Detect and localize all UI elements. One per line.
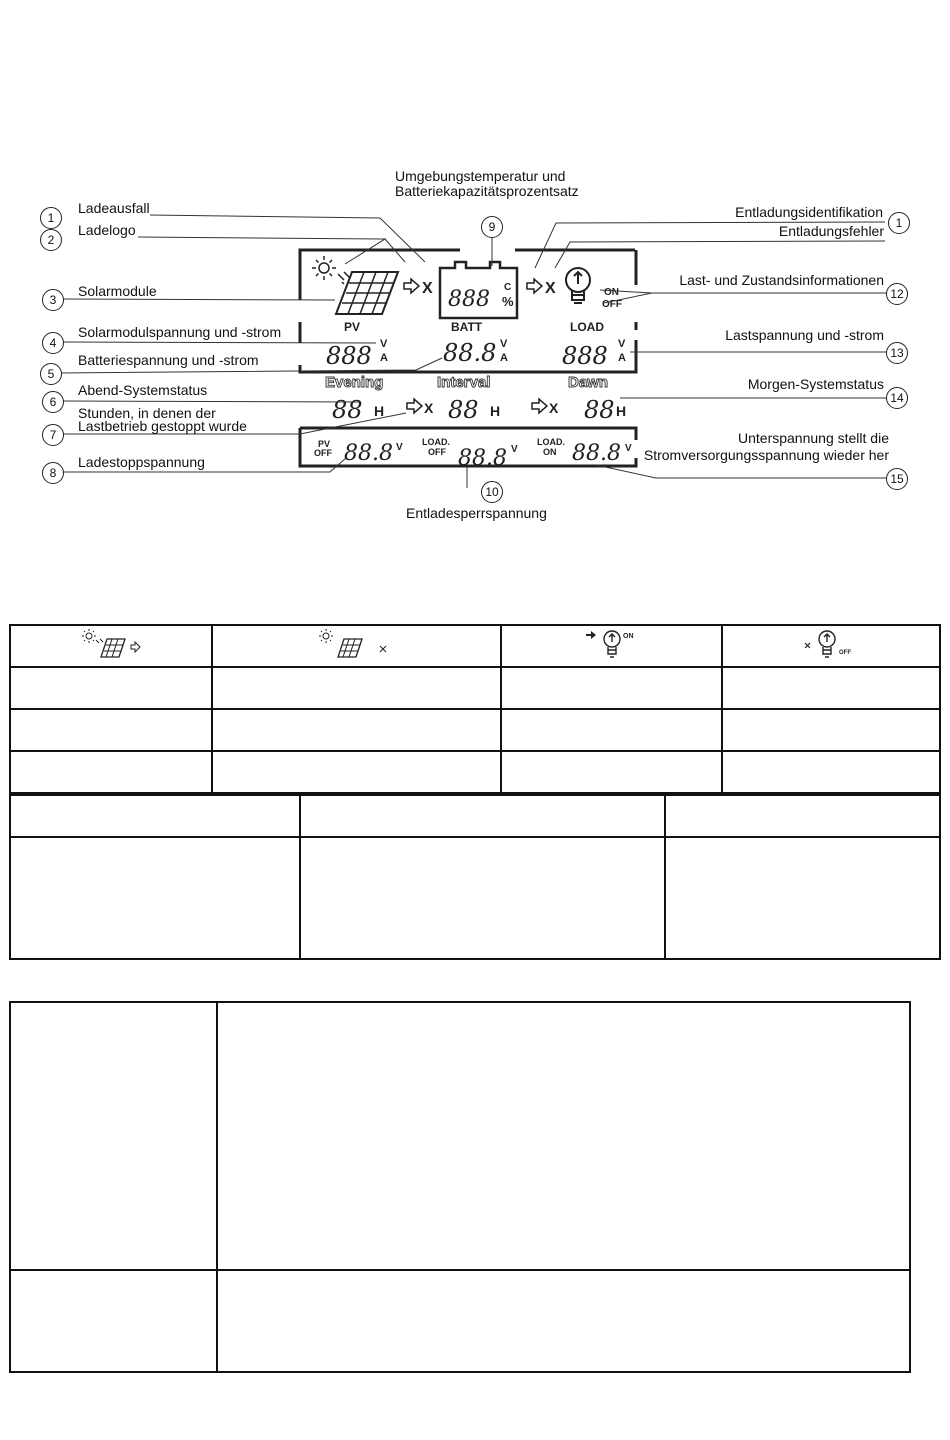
- lcd-load-label: LOAD: [570, 320, 604, 334]
- batt-a-unit: A: [500, 352, 508, 364]
- charge-fail-x: X: [422, 280, 433, 297]
- charge-arrow-icon: [404, 279, 419, 293]
- header-charging: [10, 625, 212, 667]
- label-lastspannung: Lastspannung und -strom: [725, 327, 884, 343]
- x-bulb-off-icon: [799, 627, 863, 661]
- callout-4: 4: [42, 332, 64, 354]
- pv-v-unit: V: [380, 338, 388, 350]
- lcd-frame-top: [300, 250, 635, 254]
- batt-c-unit: C: [504, 282, 512, 293]
- load-on-v-unit: V: [625, 443, 632, 454]
- table-cell: [217, 1002, 910, 1270]
- load-off-digits: 88.8: [458, 446, 507, 471]
- callout-2: 2: [40, 229, 62, 251]
- batt-va-digits: 88.8: [443, 339, 497, 367]
- load-on-label-1: LOAD.: [537, 437, 565, 447]
- table-cell: [722, 751, 940, 793]
- pv-off-v-unit: V: [396, 442, 403, 453]
- header-load-off: [722, 625, 940, 667]
- pv-a-unit: A: [380, 352, 388, 364]
- callout-7: 7: [42, 424, 64, 446]
- callout-9: 9: [481, 216, 503, 238]
- callout-8: 8: [42, 462, 64, 484]
- table-cell: [10, 751, 212, 793]
- status-table-bottom: [9, 1001, 911, 1373]
- callout-1-left: 1: [40, 207, 62, 229]
- label-solarmodule: Solarmodule: [78, 283, 157, 299]
- interval-x: X: [424, 400, 434, 416]
- table-cell: [212, 667, 501, 709]
- label-ladelogo: Ladelogo: [78, 222, 136, 238]
- status-table-top: [9, 624, 941, 794]
- table-cell: [722, 709, 940, 751]
- table-cell: [501, 667, 723, 709]
- dawn-h-unit: H: [616, 403, 627, 419]
- callout-3: 3: [42, 289, 64, 311]
- header-not-charging: [212, 625, 501, 667]
- lcd-evening: Evening: [325, 374, 384, 391]
- table-cell: [10, 667, 212, 709]
- interval-h-unit: H: [490, 403, 501, 419]
- label-morgen: Morgen-Systemstatus: [747, 376, 884, 392]
- label-unterspannung-2: Stromversorgungsspannung wieder her: [643, 447, 889, 463]
- label-umgebung-2: Batteriekapazitätsprozentsatz: [395, 183, 579, 199]
- callout-14: 14: [886, 387, 908, 409]
- table-cell: [10, 1270, 217, 1372]
- load-off-label-2: OFF: [428, 447, 446, 457]
- callout-12: 12: [886, 283, 908, 305]
- table-cell: [665, 837, 940, 959]
- label-umgebung-1: Umgebungstemperatur und: [395, 168, 566, 184]
- label-entladesperr: Entladesperrspannung: [406, 505, 547, 521]
- pv-va-digits: 888: [326, 342, 372, 370]
- callout-1-right: 1: [888, 212, 910, 234]
- discharge-arrow-icon: [527, 279, 542, 293]
- interval-hours-digits: 88: [448, 396, 479, 424]
- evening-h-unit: H: [374, 403, 385, 419]
- label-last-zustand: Last- und Zustandsinformationen: [679, 272, 884, 288]
- label-entladungsident: Entladungsidentifikation: [735, 204, 883, 220]
- table-cell: [10, 1002, 217, 1270]
- dawn-arrow-icon: [532, 399, 547, 413]
- lcd-on: ON: [604, 287, 619, 298]
- callout-10: 10: [481, 481, 503, 503]
- lcd-interval: Interval: [437, 374, 491, 391]
- callout-15: 15: [886, 468, 908, 490]
- load-v-unit: V: [618, 338, 626, 350]
- callout-5: 5: [40, 363, 62, 385]
- label-abend: Abend-Systemstatus: [78, 382, 208, 398]
- table-cell: [212, 751, 501, 793]
- batt-v-unit: V: [500, 338, 508, 350]
- load-a-unit: A: [618, 352, 626, 364]
- label-ladestopp: Ladestoppspannung: [78, 454, 205, 470]
- label-solarmodul-spannung: Solarmodulspannung und -strom: [78, 324, 282, 340]
- pv-off-label-2: OFF: [314, 448, 332, 458]
- arrow-bulb-on-icon: [580, 627, 644, 661]
- pv-off-digits: 88.8: [344, 441, 393, 466]
- pv-off-label-1: PV: [318, 439, 331, 449]
- label-unterspannung-1: Unterspannung stellt die: [738, 430, 889, 446]
- evening-hours-digits: 88: [332, 396, 363, 424]
- interval-arrow-icon: [407, 399, 422, 413]
- bulb-icon: [566, 268, 590, 303]
- load-off-label-1: LOAD.: [422, 437, 450, 447]
- solar-panel-icon: [336, 272, 398, 314]
- table-cell: [10, 709, 212, 751]
- batt-pct-unit: %: [502, 294, 514, 309]
- table-cell: [10, 837, 300, 959]
- table-cell: [722, 667, 940, 709]
- load-on-label-2: ON: [543, 447, 557, 457]
- table-cell: [212, 709, 501, 751]
- label-entladungsfehler: Entladungsfehler: [778, 223, 884, 239]
- sun-icon: [312, 256, 350, 284]
- label-ladeausfall: Ladeausfall: [78, 200, 150, 216]
- table-cell: [501, 709, 723, 751]
- table-cell: [300, 795, 664, 837]
- table-cell: [10, 795, 300, 837]
- dawn-hours-digits: 88: [584, 396, 615, 424]
- table-cell: [217, 1270, 910, 1372]
- label-stunden-2: Lastbetrieb gestoppt wurde: [78, 418, 247, 434]
- charging-sun-panel-arrow-icon: [79, 627, 143, 661]
- dawn-x: X: [549, 400, 559, 416]
- table-cell: [665, 795, 940, 837]
- lcd-dawn: Dawn: [568, 374, 609, 391]
- lcd-off: OFF: [602, 299, 622, 310]
- batt-percent-digits: 888: [448, 287, 490, 312]
- callout-13: 13: [886, 342, 908, 364]
- label-batterie-spannung: Batteriespannung und -strom: [78, 352, 259, 368]
- header-load-on: [501, 625, 723, 667]
- table-cell: [300, 837, 664, 959]
- table-cell: [501, 751, 723, 793]
- discharge-fail-x: X: [545, 280, 556, 297]
- callout-6: 6: [42, 391, 64, 413]
- lcd-batt-label: BATT: [451, 320, 483, 334]
- status-table-middle: [9, 794, 941, 960]
- label-stunden-1: Stunden, in denen der: [78, 405, 216, 421]
- svg-text:OFF: OFF: [839, 649, 852, 656]
- load-va-digits: 888: [562, 342, 608, 370]
- sun-panel-x-icon: [316, 627, 396, 661]
- load-off-v-unit: V: [511, 444, 518, 455]
- load-on-digits: 88.8: [572, 441, 621, 466]
- lcd-pv-label: PV: [344, 320, 361, 334]
- svg-text:ON: ON: [622, 632, 634, 640]
